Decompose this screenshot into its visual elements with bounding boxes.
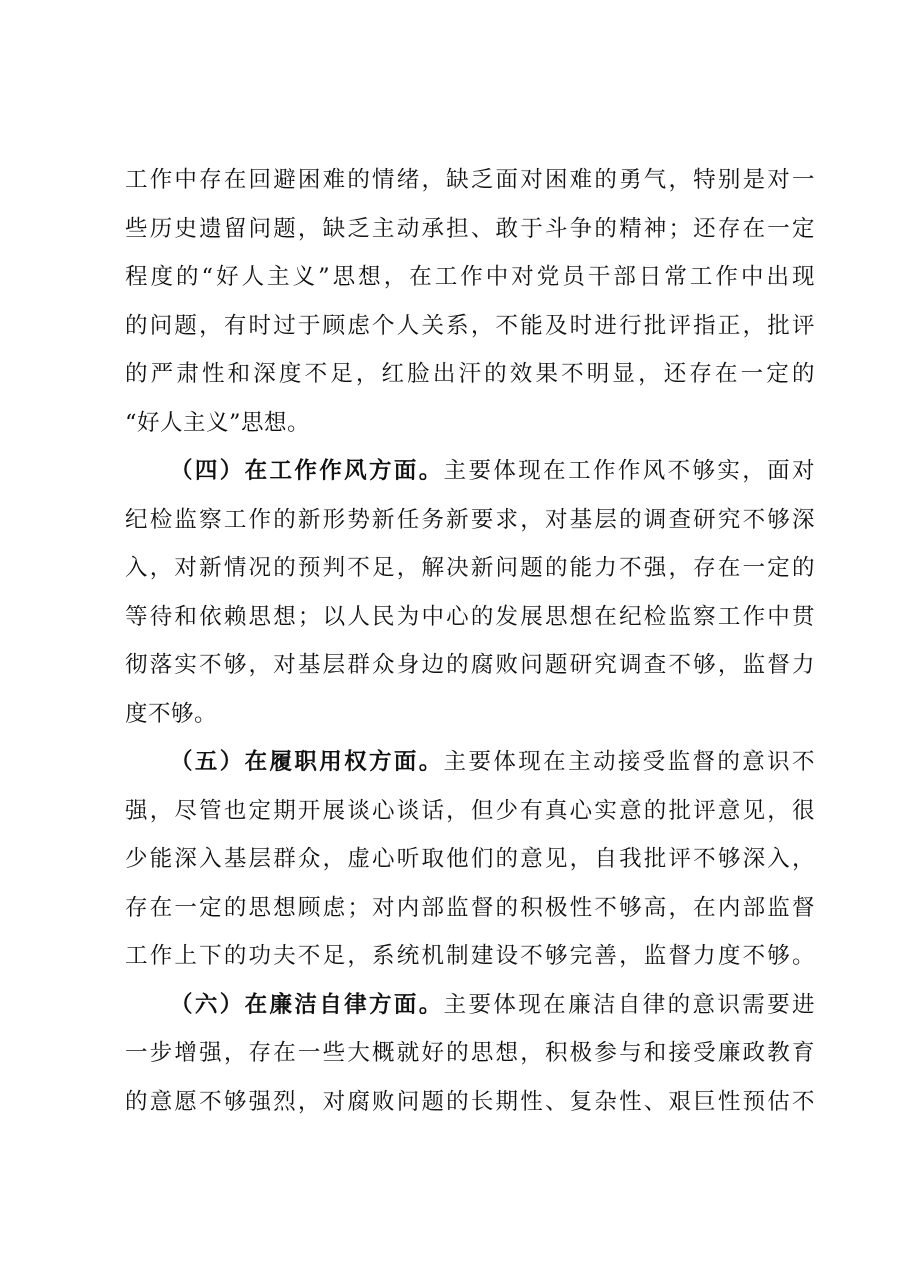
- text-line: 的意愿不够强烈，对腐败问题的长期性、复杂性、艰巨性预估不: [125, 1088, 815, 1115]
- paragraph-section-6: [125, 981, 815, 1127]
- text-line: 彻落实不够，对基层群众身边的腐败问题研究调查不够，监督力: [125, 652, 815, 678]
- section-6-first-line: [125, 981, 815, 1030]
- section-6-first-line-text: 主要体现在廉洁自律的意识需要进: [443, 991, 815, 1018]
- paragraph-section-5: [125, 738, 815, 981]
- text-line: 少能深入基层群众，虚心听取他们的意见，自我批评不够深入，: [125, 846, 815, 872]
- text-line: 些历史遗留问题，缺乏主动承担、敢于斗争的精神；还存在一定: [125, 215, 815, 242]
- text-line: 等待和依赖思想；以人民为中心的发展思想在纪检监察工作中贯: [125, 603, 815, 630]
- text-line: “好人主义”思想。: [125, 409, 311, 436]
- paragraph-section-4: [125, 447, 815, 738]
- section-6-heading: （六）在廉洁自律方面。: [170, 991, 444, 1018]
- text-line: 一步增强，存在一些大概就好的思想，积极参与和接受廉政教育: [125, 1040, 815, 1066]
- text-line: 纪检监察工作的新形势新任务新要求，对基层的调查研究不够深: [125, 506, 815, 533]
- text-line: 存在一定的思想顾虑；对内部监督的积极性不够高，在内部监督: [125, 894, 815, 921]
- section-5-first-line-text: 主要体现在主动接受监督的意识不: [443, 749, 815, 775]
- text-line: 强，尽管也定期开展谈心谈话，但少有真心实意的批评意见，很: [125, 797, 815, 824]
- section-4-first-line-text: 主要体现在工作作风不够实，面对: [443, 458, 815, 484]
- section-5-first-line: [125, 738, 815, 787]
- text-line: 的严肃性和深度不足，红脸出汗的效果不明显，还存在一定的: [125, 361, 815, 387]
- section-4-first-line: [125, 447, 815, 496]
- text-line: 工作中存在回避困难的情绪，缺乏面对困难的勇气，特别是对一: [125, 167, 815, 193]
- text-line: 度不够。: [125, 700, 218, 727]
- paragraph-continued: [125, 156, 815, 447]
- text-line: 的问题，有时过于顾虑个人关系，不能及时进行批评指正，批评: [125, 312, 815, 339]
- section-5-heading: （五）在履职用权方面。: [170, 749, 444, 775]
- text-line: 工作上下的功夫不足，系统机制建设不够完善，监督力度不够。: [125, 943, 815, 969]
- section-4-heading: （四）在工作作风方面。: [170, 458, 444, 484]
- text-line: 程度的“好人主义”思想，在工作中对党员干部日常工作中出现: [125, 264, 815, 290]
- document-body: [125, 156, 815, 1126]
- text-line: 入，对新情况的预判不足，解决新问题的能力不强，存在一定的: [125, 555, 815, 581]
